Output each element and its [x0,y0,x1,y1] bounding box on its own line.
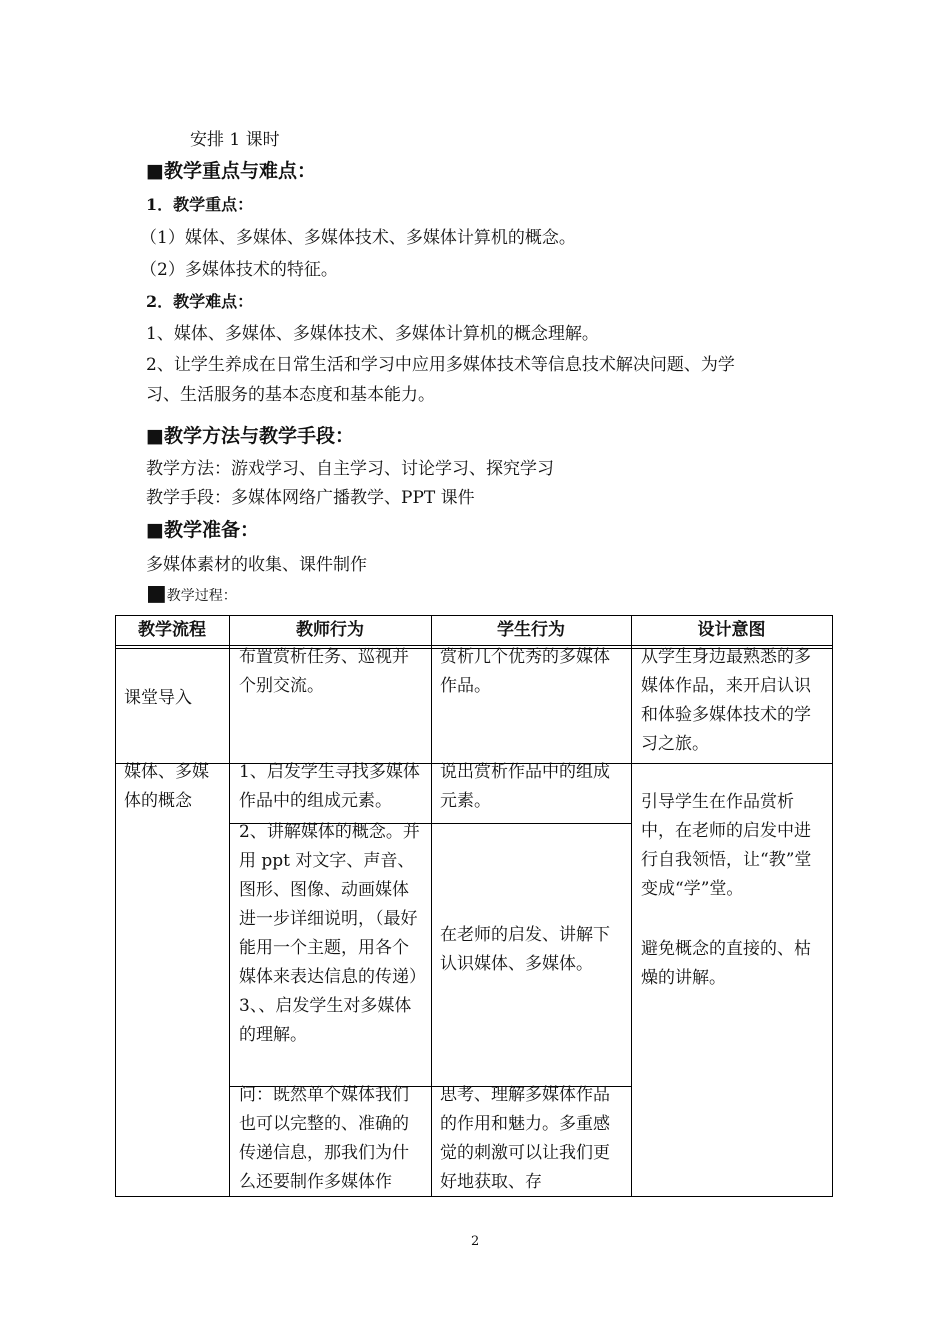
schedule-line: 安排 1 课时 [190,130,280,150]
difficulty-item-3: 习、生活服务的基本态度和基本能力。 [146,385,435,405]
row1-student: 赏析几个优秀的多媒体作品。 [440,647,610,696]
header-flow: 教学流程 [138,620,206,640]
row2-student-a: 说出赏析作品中的组成元素。 [440,762,610,811]
section-title: 教学准备： [163,519,259,541]
row2-intent-a: 引导学生在作品赏析中，在老师的启发中进行自我领悟，让“教”堂变成“学”堂。 [641,792,812,899]
focus-subtitle: 1．教学重点： [146,195,254,214]
row2-flow: 媒体、多媒体的概念 [124,762,209,811]
row1-flow: 课堂导入 [124,688,192,708]
difficulty-item-2: 2、让学生养成在日常生活和学习中应用多媒体技术等信息技术解决问题、为学 [146,355,735,375]
header-intent: 设计意图 [697,620,766,640]
difficulty-subtitle: 2．教学难点： [146,292,254,311]
row2-student-c: 思考、理解多媒体作品的作用和魅力。多重感觉的刺激可以让我们更好地获取、存 [440,1085,610,1192]
preparation-line: 多媒体素材的收集、课件制作 [146,555,367,575]
row1-intent: 从学生身边最熟悉的多媒体作品，来开启认识和体验多媒体技术的学习之旅。 [641,647,811,754]
means-line: 教学手段：多媒体网络广播教学、PPT 课件 [146,488,475,508]
section-title: 教学过程： [166,588,237,604]
square-bullet-icon: ■ [146,160,164,182]
methods-line: 教学方法：游戏学习、自主学习、讨论学习、探究学习 [146,459,554,479]
square-bullet-icon: ■ [146,581,167,606]
square-bullet-icon: ■ [146,425,164,447]
section-title: 教学方法与教学手段： [163,425,354,447]
section-title: 教学重点与难点： [163,160,316,182]
section-heading-preparation [146,515,259,542]
difficulty-item-1: 1、媒体、多媒体、多媒体技术、多媒体计算机的概念理解。 [146,324,599,344]
focus-item-2: （2）多媒体技术的特征。 [140,260,338,280]
row2-intent-b: 避免概念的直接的、枯燥的讲解。 [641,939,811,988]
teaching-process-table [115,615,833,1197]
section-heading-process [146,583,237,605]
row1-teacher: 布置赏析任务、巡视并个别交流。 [239,647,409,696]
row2-teacher-a: 1、启发学生寻找多媒体作品中的组成元素。 [239,762,420,811]
page-number: 2 [471,1234,480,1249]
section-heading-focus [146,156,316,183]
row2-teacher-b: 2、讲解媒体的概念。并用 ppt 对文字、声音、图形、图像、动画媒体进一步详细说明，（最好能用一个主题，用各个媒体来表达信息的传递）3、、启发学生对多媒体的理解。 [239,822,420,1045]
row2-teacher-c: 问：既然单个媒体我们也可以完整的、准确的传递信息，那我们为什么还要制作多媒体作 [239,1085,409,1192]
row2-student-b: 在老师的启发、讲解下认识媒体、多媒体。 [440,925,610,974]
header-teacher: 教师行为 [296,620,364,640]
section-heading-methods [146,421,354,448]
square-bullet-icon: ■ [146,519,164,541]
header-student: 学生行为 [497,620,565,640]
focus-item-1: （1）媒体、多媒体、多媒体技术、多媒体计算机的概念。 [140,228,576,248]
